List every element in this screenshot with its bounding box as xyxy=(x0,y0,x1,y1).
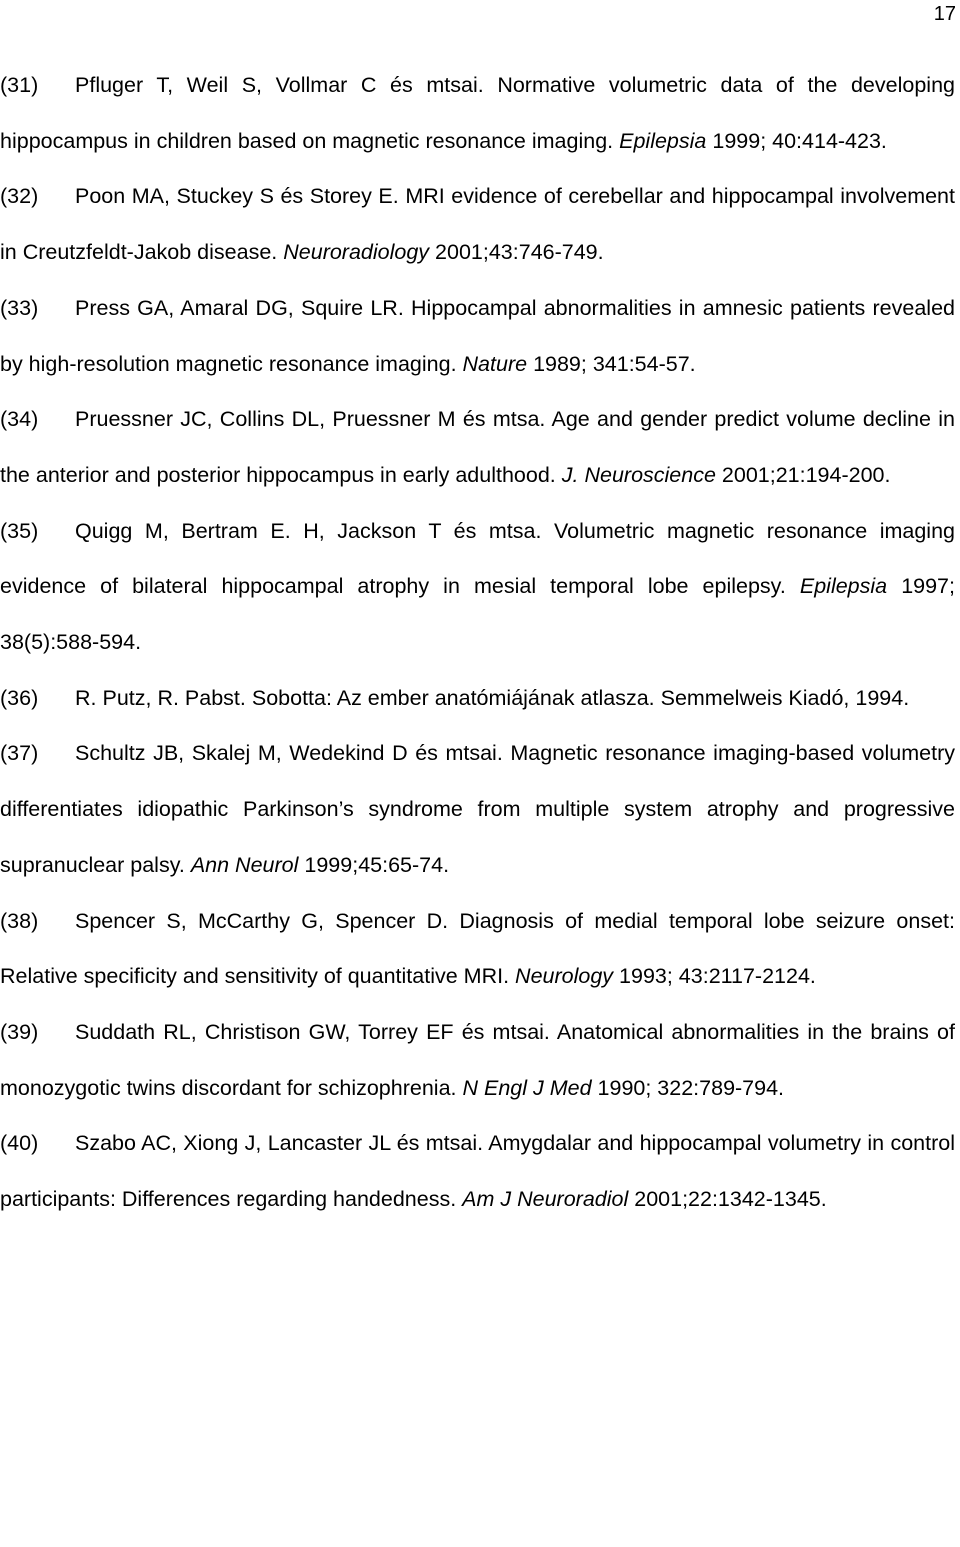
reference-journal: Neuroradiology xyxy=(283,240,430,265)
reference-item xyxy=(0,169,955,280)
reference-title: Magnetic resonance imaging-based volumetry differentiates idiopathic Parkinson’s syndrome from multiple system atrophy and progressive supranuclear palsy. xyxy=(0,741,955,877)
reference-details: 2001;21:194-200. xyxy=(721,462,891,487)
reference-item xyxy=(0,504,955,671)
reference-authors: Spencer S, McCarthy G, Spencer D. xyxy=(75,908,449,933)
reference-item xyxy=(0,1116,955,1227)
reference-title: MRI evidence of cerebellar and hippocampal involvement in Creutzfeldt-Jakob disease. xyxy=(0,184,955,265)
reference-item xyxy=(0,894,955,1005)
reference-journal: Epilepsia xyxy=(619,128,707,153)
reference-number: (38) xyxy=(0,908,39,933)
reference-journal: Neurology xyxy=(515,964,614,989)
reference-number: (32) xyxy=(0,184,39,209)
reference-number: (33) xyxy=(0,295,39,320)
reference-item xyxy=(0,58,955,169)
reference-details: 1990; 322:789-794. xyxy=(597,1075,785,1100)
reference-title: Amygdalar and hippocampal volumetry in control participants: Differences regarding handedness. xyxy=(0,1131,955,1212)
reference-authors: R. Putz, R. Pabst. xyxy=(75,685,246,710)
reference-details: 2001;22:1342-1345. xyxy=(634,1187,827,1212)
reference-journal: Ann Neurol xyxy=(190,852,299,877)
reference-authors: Schultz JB, Skalej M, Wedekind D és mtsai. xyxy=(75,741,503,766)
reference-number: (36) xyxy=(0,685,39,710)
reference-title: Hippocampal abnormalities in amnesic patients revealed by high-resolution magnetic resonance imaging. xyxy=(0,295,955,376)
reference-authors: Pruessner JC, Collins DL, Pruessner M és mtsa. xyxy=(75,407,546,432)
reference-details: 1989; 341:54-57. xyxy=(533,351,696,376)
reference-number: (40) xyxy=(0,1131,39,1156)
reference-details: 1999;45:65-74. xyxy=(304,852,450,877)
reference-details: 1999; 40:414-423. xyxy=(712,128,887,153)
reference-number: (37) xyxy=(0,741,39,766)
reference-authors: Quigg M, Bertram E. H, Jackson T és mtsa. xyxy=(75,518,542,543)
reference-details: 2001;43:746-749. xyxy=(435,240,604,265)
reference-number: (39) xyxy=(0,1019,39,1044)
reference-authors: Pfluger T, Weil S, Vollmar C és mtsai. xyxy=(75,73,484,97)
reference-title: Volumetric magnetic resonance imaging evidence of bilateral hippocampal atrophy in mesial temporal lobe epilepsy. xyxy=(0,518,955,599)
page-number: 17 xyxy=(933,3,956,25)
reference-item xyxy=(0,671,955,727)
reference-authors: Press GA, Amaral DG, Squire LR. xyxy=(75,295,404,320)
reference-authors: Szabo AC, Xiong J, Lancaster JL és mtsai. xyxy=(75,1131,484,1156)
reference-journal: Am J Neuroradiol xyxy=(462,1187,629,1212)
reference-journal: Nature xyxy=(462,351,528,376)
reference-title: Age and gender predict volume decline in the anterior and posterior hippocampus in early adulthood. xyxy=(0,407,955,487)
reference-authors: Poon MA, Stuckey S és Storey E. xyxy=(75,184,399,209)
reference-title: Sobotta: Az ember anatómiájának atlasza. Semmelweis Kiadó, 1994. xyxy=(251,685,910,710)
reference-number: (35) xyxy=(0,518,39,543)
reference-journal: J. Neuroscience xyxy=(561,462,716,487)
reference-list xyxy=(0,58,955,1228)
reference-journal: N Engl J Med xyxy=(462,1075,592,1100)
reference-details: 1993; 43:2117-2124. xyxy=(619,964,816,989)
reference-details: 1997; 38(5):588-594. xyxy=(0,574,955,655)
reference-title: Normative volumetric data of the developing hippocampus in children based on magnetic resonance imaging. xyxy=(0,73,955,153)
reference-item xyxy=(0,392,955,503)
reference-item xyxy=(0,726,955,893)
reference-journal: Epilepsia xyxy=(799,574,888,599)
reference-number: (34) xyxy=(0,407,39,432)
reference-title: Diagnosis of medial temporal lobe seizure onset: Relative specificity and sensitivity of quantitative MRI. xyxy=(0,908,955,989)
reference-authors: Suddath RL, Christison GW, Torrey EF és mtsai. xyxy=(75,1019,550,1044)
reference-item xyxy=(0,281,955,392)
reference-title: Anatomical abnormalities in the brains of monozygotic twins discordant for schizophrenia. xyxy=(0,1019,955,1100)
reference-number: (31) xyxy=(0,73,39,97)
reference-item xyxy=(0,1005,955,1116)
